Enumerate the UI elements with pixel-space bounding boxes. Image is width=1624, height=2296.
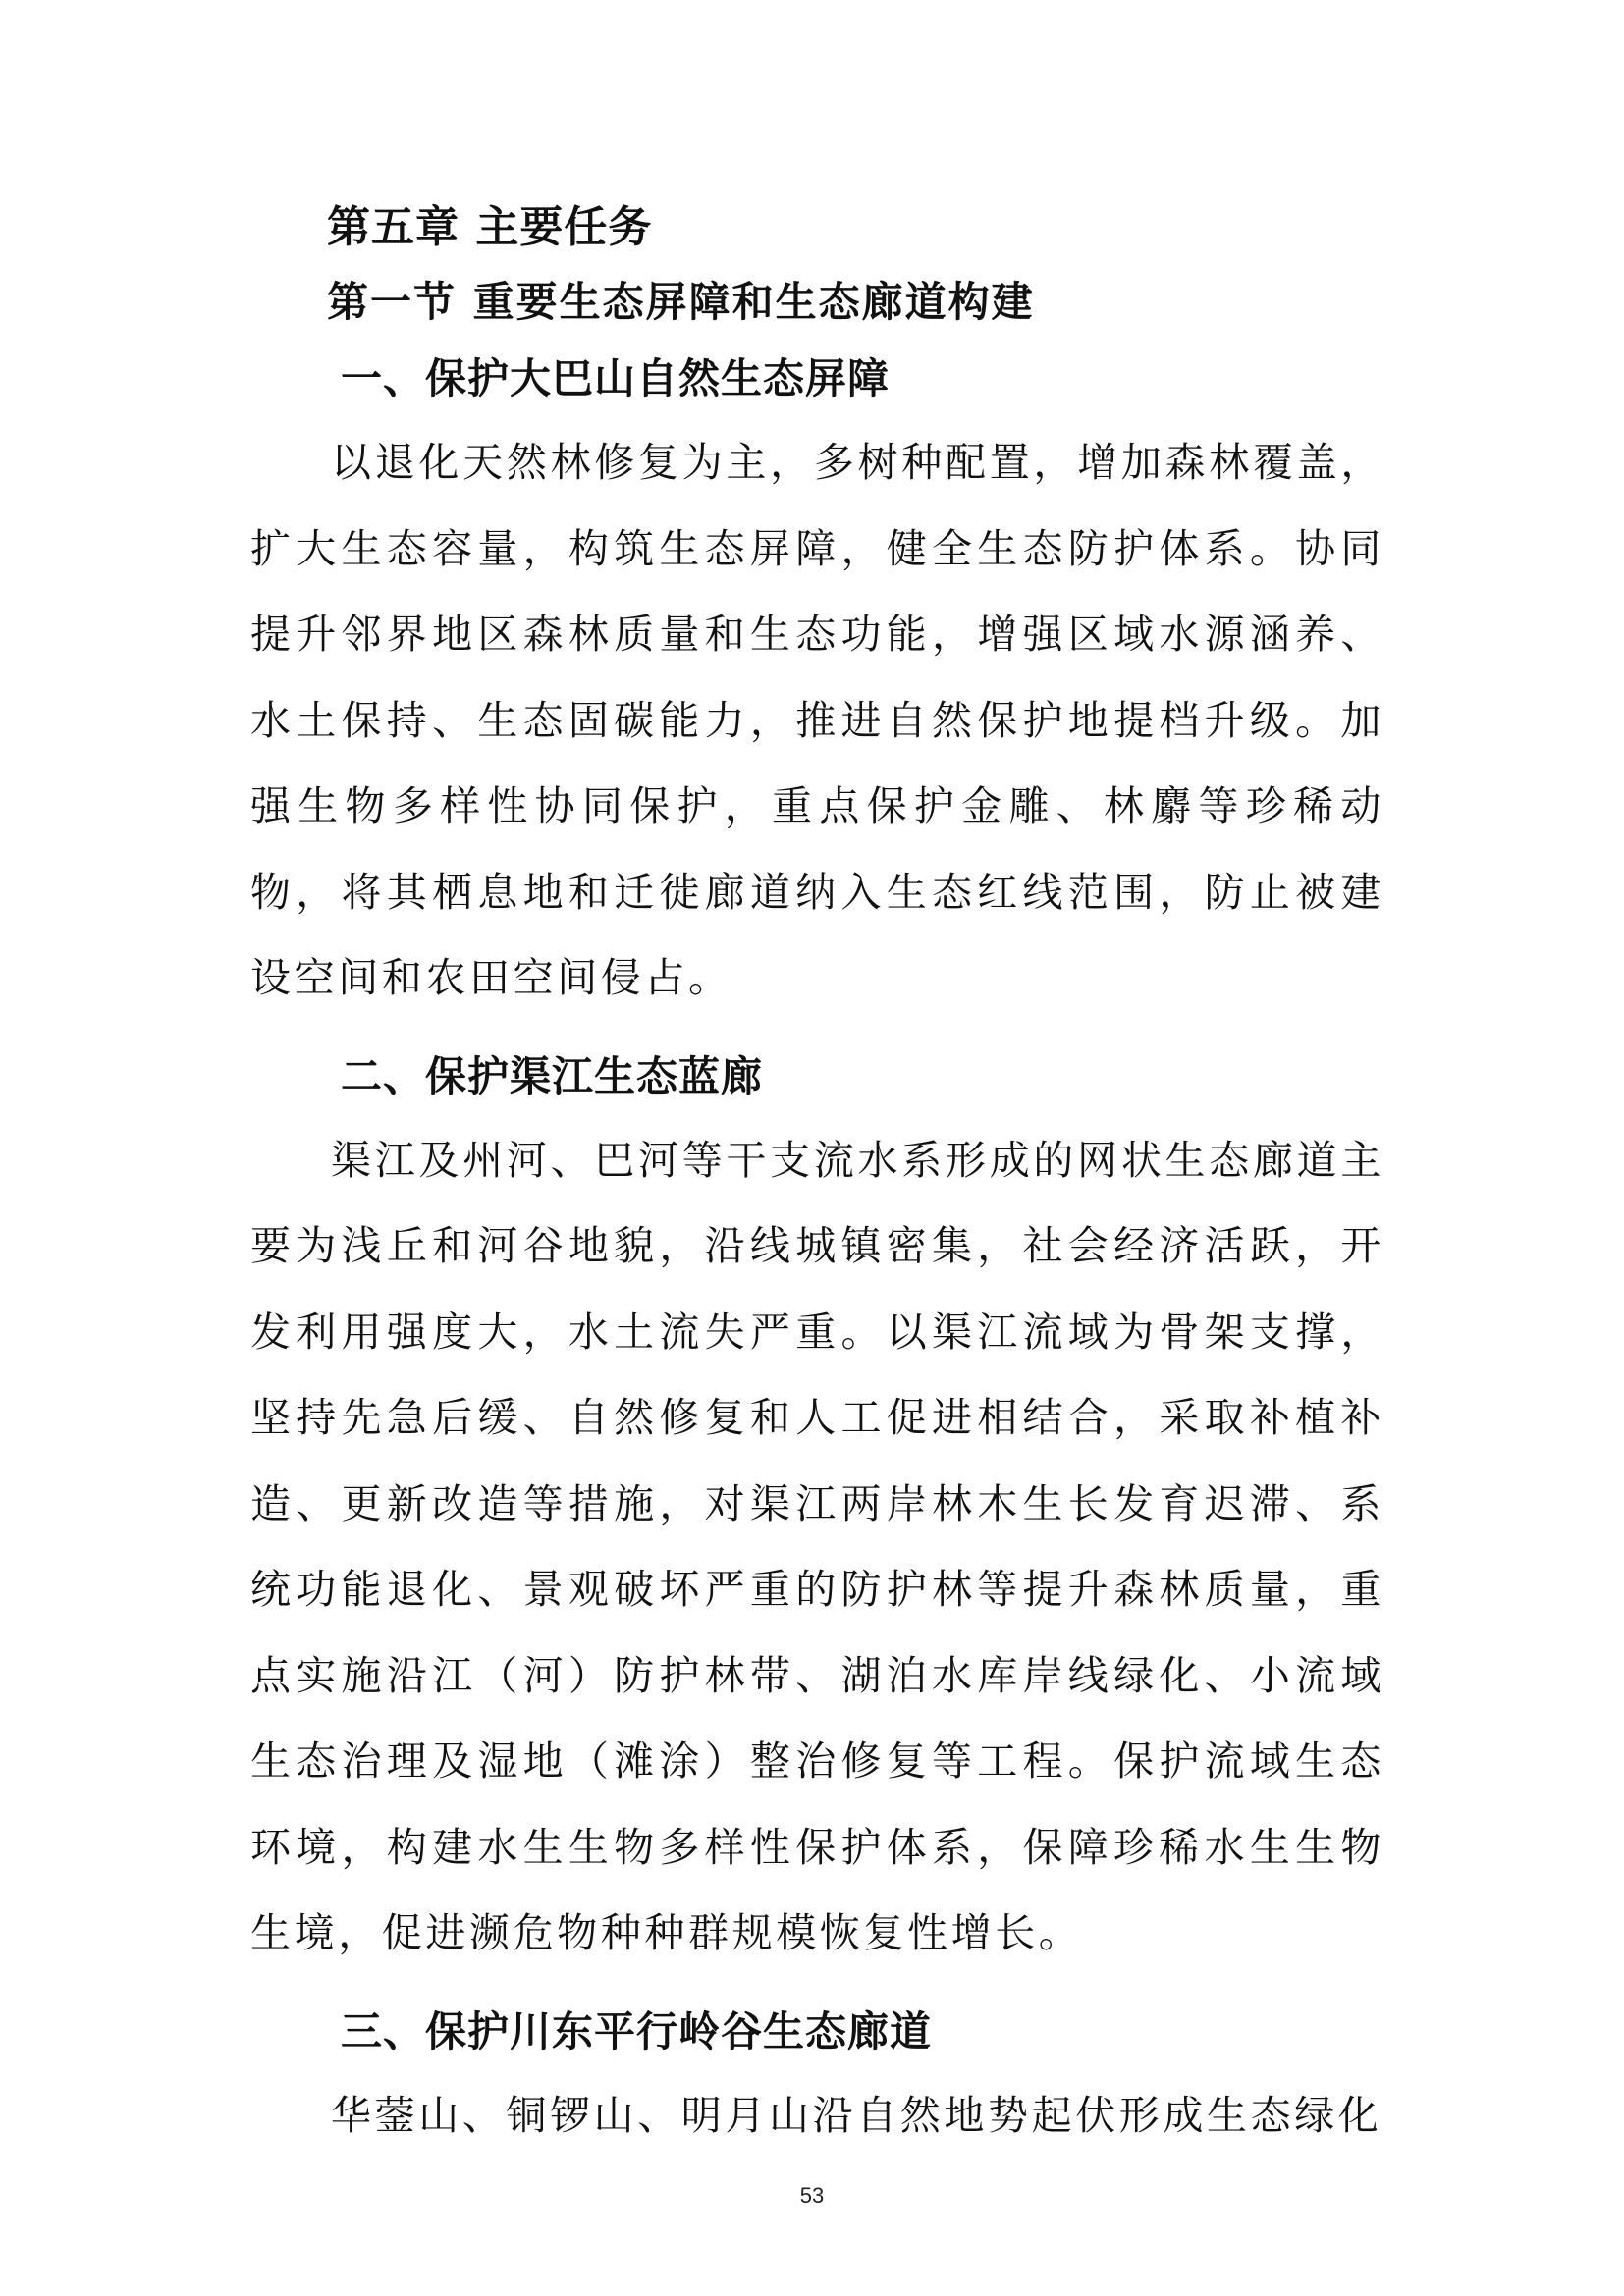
section-title: 第一节 重要生态屏障和生态廊道构建: [327, 278, 1035, 326]
paragraph: 以退化天然林修复为主，多树种配置，增加森林覆盖，扩大生态容量，构筑生态屏障，健全生态防护体系。协同提升邻界地区森林质量和生态功能，增强区域水源涵养、水土保持、生态固碳能力，推进自然保护地提档升级。加强生物多样性协同保护，重点保护金雕、林麝等珍稀动物，将其栖息地和迁徙廊道纳入生态红线范围，防止被建设空间和农田空间侵占。: [250, 439, 1384, 1001]
page-content: [250, 196, 1384, 2182]
subsection-title: 一、保护大巴山自然生态屏障: [341, 354, 891, 402]
subsection-1: [250, 347, 1384, 1022]
subsection-title: 二、保护渠江生态蓝廊: [341, 1051, 764, 1100]
chapter-title: 第五章 主要任务: [327, 202, 653, 252]
paragraph: 渠江及州河、巴河等干支流水系形成的网状生态廊道主要为浅丘和河谷地貌，沿线城镇密集，社会经济活跃，开发利用强度大，水土流失严重。以渠江流域为骨架支撑，坚持先急后缓、自然修复和人工促进相结合，采取补植补造、更新改造等措施，对渠江两岸林木生长发育迟滞、系统功能退化、景观破坏严重的防护林等提升森林质量，重点实施沿江（河）防护林带、湖泊水库岸线绿化、小流域生态治理及湿地（滩涂）整治修复等工程。保护流域生态环境，构建水生生物多样性保护体系，保障珍稀水生生物生境，促进濒危物种种群规模恢复性增长。: [250, 1136, 1384, 1956]
subsection-2: [250, 1045, 1384, 1977]
subsection-3: [250, 2001, 1384, 2160]
subsection-title: 三、保护川东平行岭谷生态廊道: [341, 2006, 933, 2056]
page-number: 53: [799, 2183, 825, 2208]
paragraph: 华蓥山、铜锣山、明月山沿自然地势起伏形成生态绿化: [331, 2091, 1382, 2139]
